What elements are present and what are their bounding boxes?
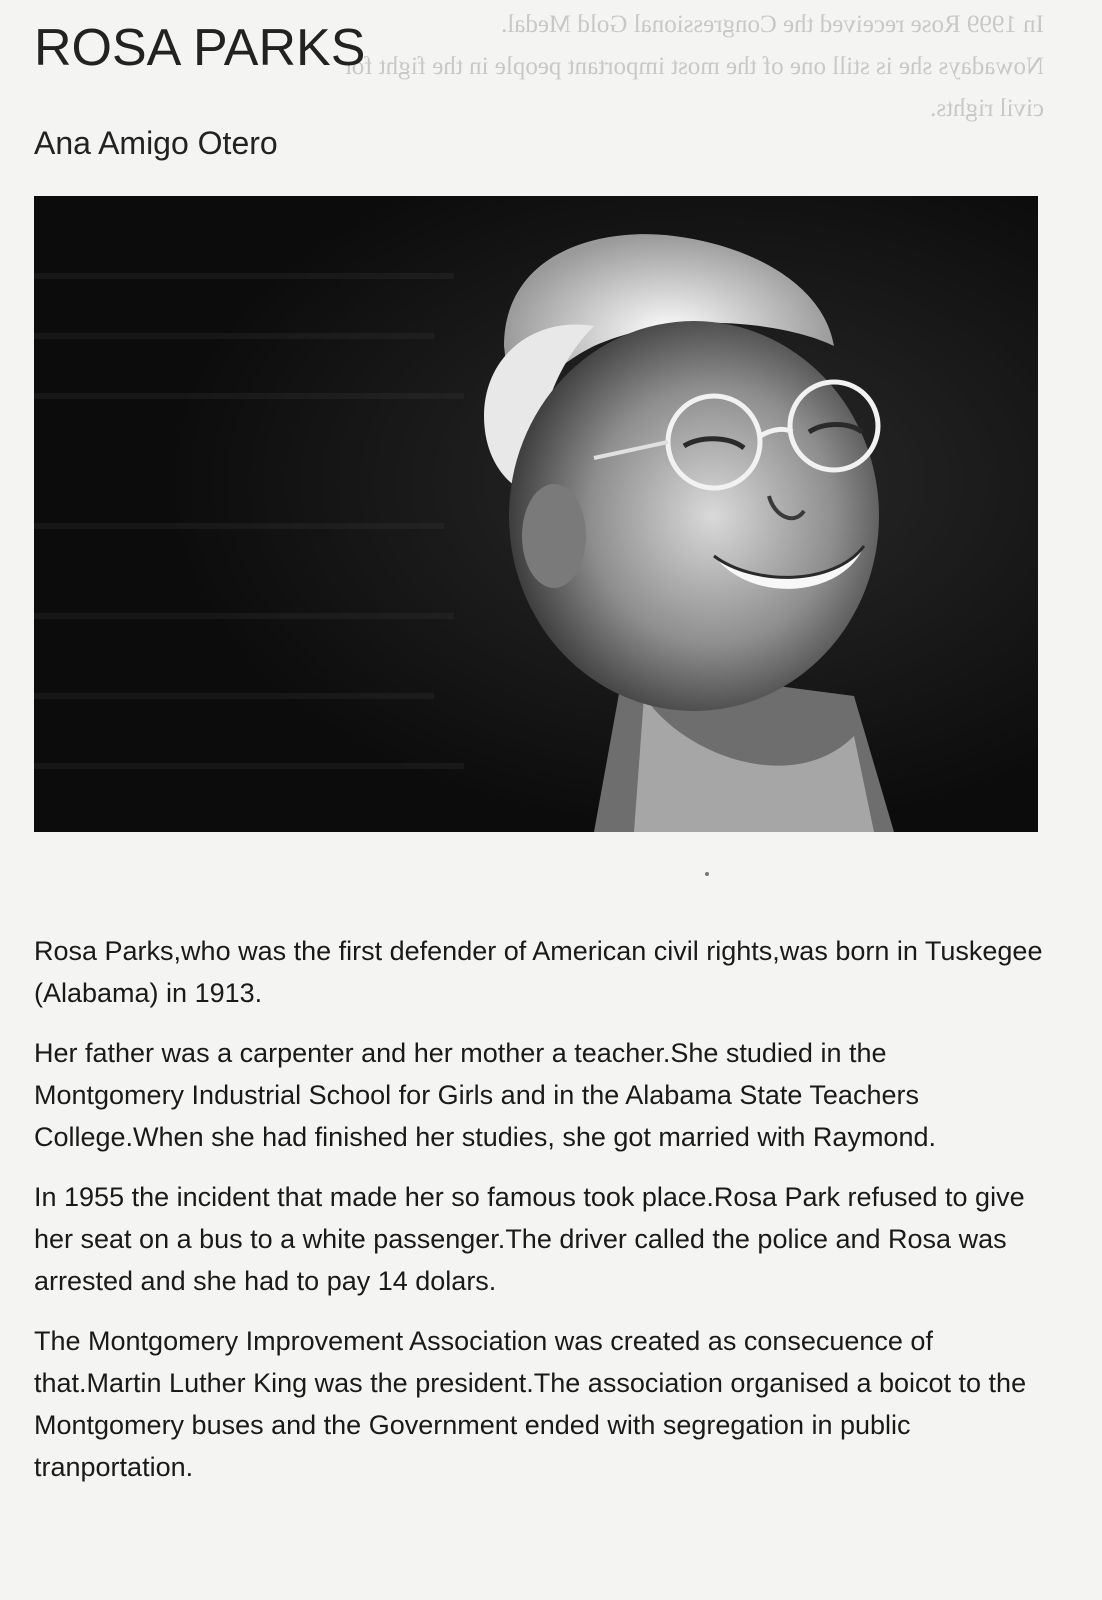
bleed-through-text [324, 4, 1044, 130]
bleed-line-2: Nowadays she is still one of the most important people in the fight for [343, 53, 1044, 80]
paragraph-incident: In 1955 the incident that made her so famous took place.Rosa Park refused to give her seat on a bus to a white passenger.The driver called the police and Rosa was arrested and she had to pay 14 dolars. [34, 1182, 1025, 1296]
portrait-illustration [34, 196, 1038, 832]
bleed-line-3: civil rights. [930, 95, 1044, 122]
author-name: Ana Amigo Otero [34, 125, 278, 161]
paragraph-family: Her father was a carpenter and her mother a teacher.She studied in the Montgomery Industrial School for Girls and in the Alabama State Teachers College.When she had finished her studies, she got married with Raymond. [34, 1038, 936, 1152]
bleed-line-1: In 1999 Rose received the Congressional Gold Medal. [501, 11, 1044, 38]
paragraph-association: The Montgomery Improvement Association was created as consecuence of that.Martin Luther King was the president.The association organised a boicot to the Montgomery buses and the Government ended with segregation in public tranportation. [34, 1326, 1027, 1482]
article-body [34, 930, 1044, 1506]
portrait-photo [34, 196, 1038, 832]
scan-speck [705, 872, 709, 876]
page-title: ROSA PARKS [34, 19, 366, 77]
paragraph-birth: Rosa Parks,who was the first defender of American civil rights,was born in Tuskegee (Alabama) in 1913. [34, 936, 1043, 1008]
